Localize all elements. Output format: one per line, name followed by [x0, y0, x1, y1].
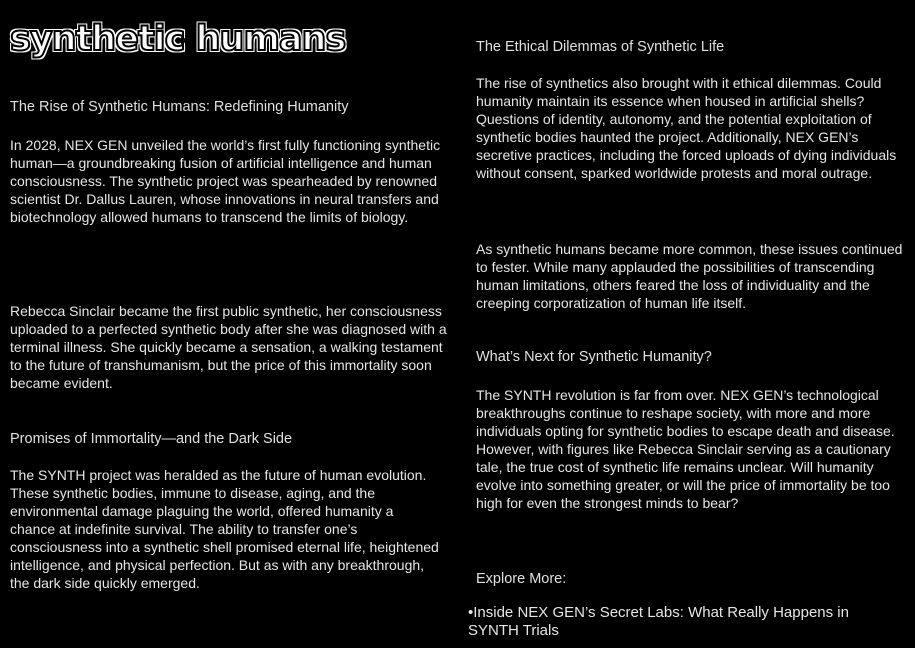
secret-labs-link[interactable]: •Inside NEX GEN’s Secret Labs: What Really Happens in SYNTH Trials	[468, 604, 849, 639]
site-logo: synthetic humans	[10, 19, 346, 59]
immortality-heading: Promises of Immortality—and the Dark Side	[10, 431, 293, 447]
ethics-heading: The Ethical Dilemmas of Synthetic Life	[476, 39, 725, 55]
synth-project-paragraph: The SYNTH project was heralded as the future of human evolution. These synthetic bodies, immune to disease, aging, and the environmental damage plaguing the world, offered humanity a chance at indefinite survival. The ability to transfer one’s consciousness into a synthetic shell promised eternal life, heightened intelligence, and physical perfection. But as with any breakthrough, the dark side quickly emerged.	[10, 467, 439, 591]
revolution-paragraph: The SYNTH revolution is far from over. NEX GEN’s technological breakthroughs continue to reshape society, with more and more individuals opting for synthetic bodies to escape death and disease. However, with figures like Rebecca Sinclair serving as a cautionary tale, the true cost of synthetic life remains unclear. Will humanity evolve into something greater, or will the price of immortality be too high for even the strongest minds to bear?	[476, 387, 895, 511]
next-heading: What’s Next for Synthetic Humanity?	[476, 349, 712, 365]
explore-heading: Explore More:	[476, 571, 567, 587]
rise-heading: The Rise of Synthetic Humans: Redefining Humanity	[10, 99, 349, 115]
rise-paragraph: In 2028, NEX GEN unveiled the world’s first fully functioning synthetic human—a groundbreaking fusion of artificial intelligence and human consciousness. The synthetic project was spearheaded by renowned scientist Dr. Dallus Lauren, whose innovations in neural transfers and biotechnology allowed humans to transcend the limits of biology.	[10, 137, 441, 225]
ethics-paragraph: The rise of synthetics also brought with it ethical dilemmas. Could humanity maintain its essence when housed in artificial shells? Questions of identity, autonomy, and the potential exploitation of synthetic bodies haunted the project. Additionally, NEX GEN’s secretive practices, including the forced uploads of dying individuals without consent, sparked worldwide protests and moral outrage.	[476, 75, 897, 181]
fester-paragraph: As synthetic humans became more common, these issues continued to fester. While many applauded the possibilities of transcending human limitations, others feared the loss of individuality and the creeping corporatization of human life itself.	[476, 241, 903, 311]
sinclair-paragraph: Rebecca Sinclair became the first public synthetic, her consciousness uploaded to a perfected synthetic body after she was diagnosed with a terminal illness. She quickly became a sensation, a walking testament to the future of transhumanism, but the price of this immortality soon became evident.	[10, 303, 447, 391]
